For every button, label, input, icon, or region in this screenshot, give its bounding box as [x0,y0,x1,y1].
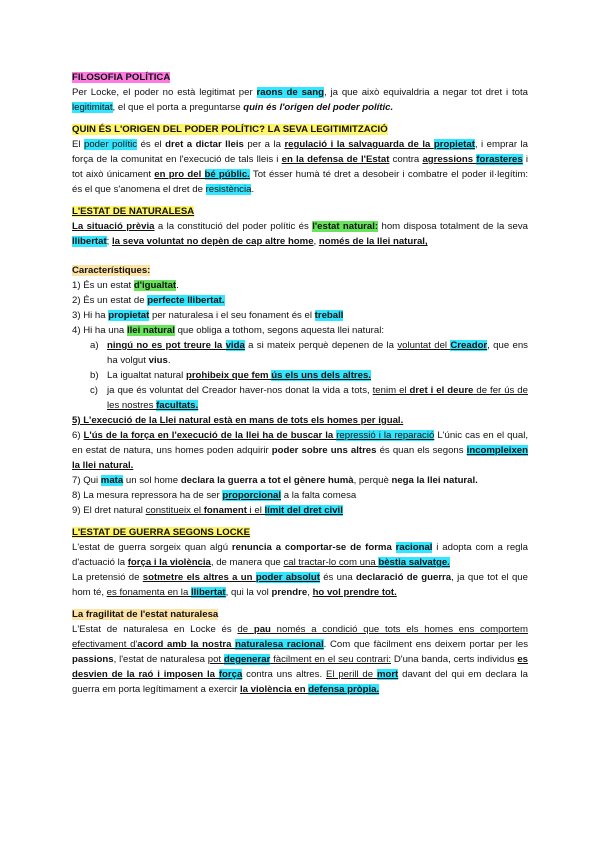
text-run: mata [100,475,124,486]
text-run: degenerar [223,654,271,665]
text-run: , el que el porta a preguntarse [112,102,244,113]
war-paragraph-1 [72,540,528,570]
nature-paragraph [72,219,528,249]
text-run: només de la llei natural, [318,236,428,247]
text-run: contra uns altres. [242,669,326,680]
text-run: , l'estat de naturalesa [113,654,208,665]
text-run: L'Estat de naturalesa en Locke és [72,624,238,635]
text-run: L'únic cas en el qual, en estat de natura, uns homes poden adquirir [72,430,528,456]
text-run: sotmetre els altres a un [142,572,256,583]
text-run: La pretensió de [72,572,143,583]
text-run: raons de sang [256,87,324,98]
text-run: Creador [450,340,488,351]
text-run: nega la llei natural. [391,475,478,486]
text-run: , [313,236,319,247]
text-run: , i emprar la força de la comunitat en l'execució de tals lleis i [72,139,528,165]
text-run: i el [246,505,265,516]
fragility-paragraph [72,622,528,697]
text-run: facultats. [156,400,199,411]
text-run: passions [72,654,114,665]
text-run: 6) [72,430,84,441]
war-paragraph-2 [72,570,528,600]
text-run: és una [319,572,356,583]
text-run: b) [90,370,99,381]
intro-paragraph [72,85,528,115]
text-run: a la constitució del poder polític és [154,221,313,232]
text-run: poder polític [84,139,138,150]
text-run: ho vol prendre tot. [312,587,397,598]
text-run: declara la guerra a tot el gènere humà [180,475,354,486]
text-run: l'estat natural: [312,221,379,232]
text-run: proporcional [222,490,282,501]
text-run: acord amb la nostra [137,639,236,650]
text-run: i tot això únicament [72,154,528,180]
list-item [72,308,528,323]
text-run: renuncia a comportar-se de forma [231,542,396,553]
origin-paragraph: El poder polític és el dret a dictar lleis per a la regulació i la salvaguarda de la propietat, i emprar la força de la comunitat en l'execució de tals lleis i en la defensa de l'Estat contra agressions forasteres i tot això únicament en pro del bé públic. Tot ésser humà té dret a desobeir i combatre el poder il·legítim: és el que s'anomena el dret de resistència. [72,139,529,195]
text-run: D'una banda, certs individus [391,654,518,665]
text-run: , de manera que [210,557,284,568]
text-run: quin és l'origen del poder polític. [243,102,394,113]
text-run: Característiques: [72,265,151,276]
text-run: 8) La mesura repressora ha de ser [72,490,223,501]
list-item [72,488,528,503]
list-item [72,428,528,473]
text-run: mort [376,669,399,680]
text-run: forasteres [476,154,523,165]
text-run: . Com que fàcilment ens deixem portar per les [323,639,528,650]
text-run: poder sobre uns altres [271,445,377,456]
text-run: d'igualtat [133,280,177,291]
text-run: es fonamenta en la [106,587,191,598]
text-run: voluntat del [397,340,451,351]
text-run: La fragilitat de l'estat naturalesa [72,609,219,620]
text-run: a la falta comesa [281,490,357,501]
document-body [72,70,528,697]
text-run: en pro del [154,169,205,180]
section-heading-origin [72,122,528,137]
text-run: treball [314,310,344,321]
list-item [72,278,528,293]
text-run: L'ús de la força en l'execució de la llei ha de buscar la [83,430,337,441]
text-run: la seva voluntat no depèn de cap altre home [112,236,314,247]
text-run: tenim el [372,385,410,396]
text-run: , [307,587,313,598]
text-run: defensa pròpia. [308,684,380,695]
text-run: 3) Hi ha [72,310,109,321]
text-run: 9) El dret natural [72,505,146,516]
text-run: La igualtat natural [107,370,186,381]
text-run: . [167,355,171,366]
text-run: , que ens ha volgut [107,340,528,366]
text-run: prohibeix que fem [185,370,272,381]
text-run: que obliga a tothom, segons aquesta llei natural: [174,325,384,336]
text-run: es desvien de la raó i imposen la [72,654,528,680]
text-run: dret a dictar lleis [165,139,244,150]
text-run: incompleixen [466,445,528,456]
text-run: , ja que això equivaldria a negar tot dret i tota [323,87,528,98]
text-run: perfecte llibertat. [147,295,225,306]
list-item [72,323,528,338]
text-run: vida [225,340,245,351]
text-run: poder absolut [255,572,320,583]
text-run: fonament [203,505,247,516]
text-run: , ja que tot el que hom té, [72,572,528,598]
text-run: , qui la vol [225,587,272,598]
text-run: llibertat [190,587,226,598]
list-item [72,473,528,488]
text-run: i adopta com a regla d'actuació la [72,542,528,568]
text-run: a) [90,340,99,351]
text-run: ; [106,236,112,247]
text-run: prendre [271,587,308,598]
list-item [72,293,528,308]
text-run: , perquè [353,475,392,486]
text-run: . [251,184,255,195]
text-run: cal tractar-lo com una [283,557,379,568]
text-run: un sol home [123,475,181,486]
text-run: dret i el deure [409,385,474,396]
text-run: de [237,624,254,635]
sub-list-item [90,383,528,413]
text-run: a si mateix perquè depenen de la [244,340,398,351]
text-run: ningú no es pot treure la [107,340,226,351]
text-run: bèstia salvatge. [378,557,450,568]
text-run: repressió i la reparació [336,430,435,441]
text-run: 1) És un estat [72,280,134,291]
text-run: ja que és voluntat del Creador haver-nos donat la vida a tots, [107,385,373,396]
text-run: constitueix el [145,505,204,516]
sub-list-item [90,338,528,368]
text-run: llei natural [126,325,175,336]
text-run: de fer ús de les nostres [107,385,528,411]
text-run: és el [137,139,166,150]
text-run: llibertat [72,236,107,247]
text-run: en la defensa de l'Estat [281,154,390,165]
text-run: davant del qui em declara la guerra em porta legítimament a exercir [72,669,528,695]
text-run: El perill de [325,669,377,680]
text-run: hom disposa totalment de la seva [378,221,528,232]
text-run: La situació prèvia [72,221,155,232]
text-run: fàcilment en el seu contrari: [270,654,392,665]
text-run: límit del dret civil [264,505,343,516]
text-run: 4) Hi ha una [72,325,127,336]
text-run: regulació i la salvaguarda de la [284,139,434,150]
text-run: la llei natural. [72,460,134,471]
text-run: L'ESTAT DE NATURALESA [72,206,195,217]
sub-list-item [90,368,528,383]
text-run: propietat [108,310,150,321]
text-run: pau [253,624,271,635]
section-heading-nature [72,204,528,219]
text-run: 2) És un estat de [72,295,148,306]
text-run: 5) L'execució de la Llei natural està en mans de tots els homes per igual. [72,415,404,426]
text-run: agressions [422,154,477,165]
section-heading-war [72,525,528,540]
characteristics-heading [72,263,528,278]
text-run: la violència en [239,684,309,695]
text-run: per naturalesa i el seu fonament és el [149,310,315,321]
text-run: pot [207,654,224,665]
text-run: Tot ésser humà té dret a desobeir i combatre el poder il·legítim: és el que s'anomena el dret de [72,169,529,195]
text-run: bé públic. [204,169,250,180]
list-item [72,413,528,428]
text-run: és quan els segons [376,445,467,456]
text-run: . [176,280,179,291]
text-run: propietat [433,139,475,150]
text-run: naturalesa racional [235,639,324,650]
document-title [72,70,528,85]
text-run: només a condició que tots els homes ens comportem efectivament d' [72,624,528,650]
text-run: força i la violència [127,557,211,568]
text-run: L'ESTAT DE GUERRA SEGONS LOCKE [72,527,250,538]
text-run: c) [90,385,98,396]
text-run: QUIN ÉS L'ORIGEN DEL PODER POLÍTIC? LA SEVA LEGITIMITZACIÓ [72,124,388,135]
text-run: L'estat de guerra sorgeix quan algú [72,542,232,553]
section-heading-fragility [72,607,528,622]
text-run: 7) Qui [72,475,101,486]
text-run: Per Locke, el poder no està legitimat per [72,87,257,98]
text-run: ús els uns dels altres. [271,370,371,381]
text-run: racional [395,542,433,553]
text-run: vius [148,355,168,366]
sub-list [72,338,528,413]
text-run: declaració de guerra [355,572,452,583]
text-run: FILOSOFIA POLÍTICA [72,72,171,83]
text-run: per a la [243,139,285,150]
text-run: contra [389,154,423,165]
text-run: legitimitat [72,102,113,113]
list-item [72,503,528,518]
text-run: força [218,669,243,680]
text-run: resistència [205,184,252,195]
